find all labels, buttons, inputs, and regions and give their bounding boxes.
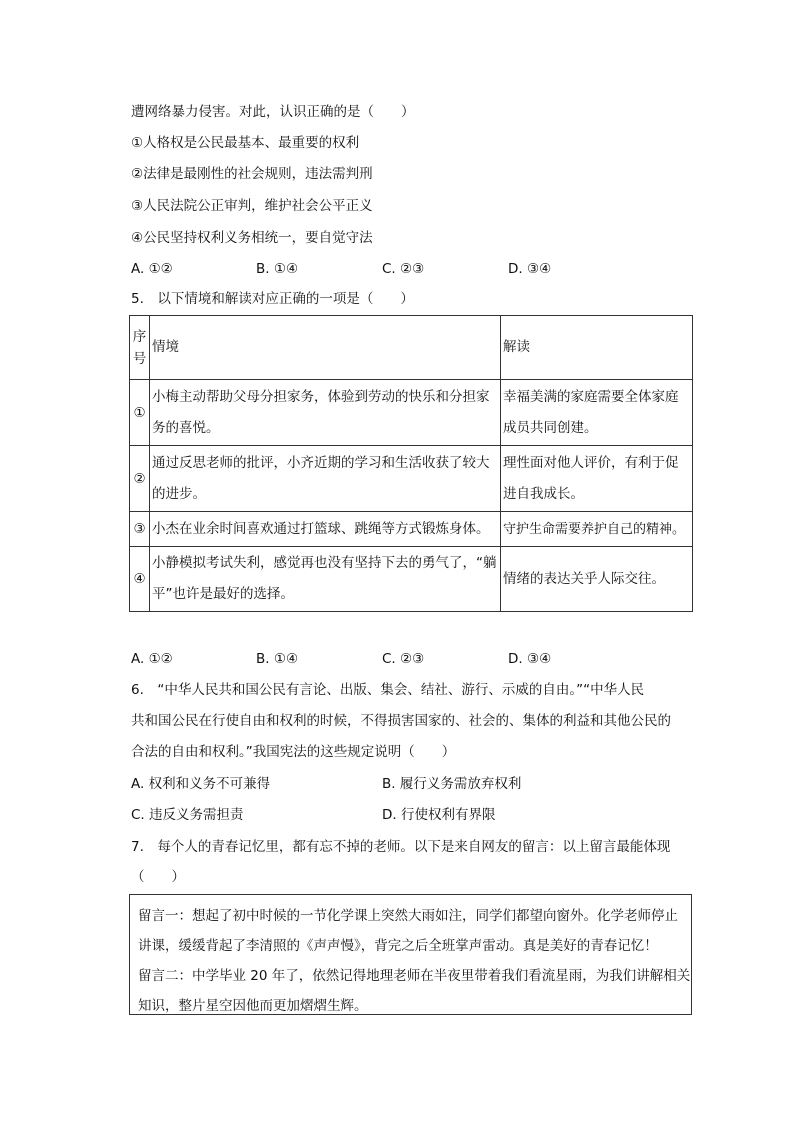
q5-row3-scene: 小杰在业余时间喜欢通过打篮球、跳绳等方式锻炼身体。 <box>150 512 501 547</box>
q6-options-row1 <box>131 774 731 794</box>
q4-item-1: ①人格权是公民最基本、最重要的权利 <box>131 135 360 151</box>
q5-row2-num: ② <box>130 446 150 512</box>
q5-row4-scene: 小静模拟考试失利，感觉再也没有坚持下去的勇气了，“躺平”也许是最好的选择。 <box>150 547 501 612</box>
q5-option-a: A. ①② <box>131 651 173 667</box>
q5-table <box>129 315 693 612</box>
q4-item-3: ③人民法院公正审判，维护社会公平正义 <box>131 198 373 214</box>
q7-line-2: （ ） <box>131 869 185 885</box>
q5-row4-interp: 情绪的表达关乎人际交往。 <box>501 547 693 612</box>
q5-header-scene: 情境 <box>150 316 501 380</box>
q7-box-line-4: 知识，整片星空因他而更加熠熠生辉。 <box>138 998 368 1014</box>
q6-option-c: C. 违反义务需担责 <box>131 807 244 823</box>
q5-row2-interp: 理性面对他人评价，有利于促进自我成长。 <box>501 446 693 512</box>
q4-item-4: ④公民坚持权利义务相统一，要自觉守法 <box>131 230 373 246</box>
q5-options <box>131 649 731 669</box>
table-row <box>130 380 693 446</box>
q4-item-2: ②法律是最刚性的社会规则，违法需判刑 <box>131 166 373 182</box>
q5-header-row <box>130 316 693 380</box>
q6-line-2: 共和国公民在行使自由和权利的时候，不得损害国家的、社会的、集体的利益和其他公民的 <box>131 713 671 729</box>
q5-row3-interp: 守护生命需要养护自己的精神。 <box>501 512 693 547</box>
q5-row1-num: ① <box>130 380 150 446</box>
q5-header-interp: 解读 <box>501 316 693 380</box>
q7-box-line-3: 留言二：中学毕业 20 年了，依然记得地理老师在半夜里带着我们看流星雨，为我们讲解相关 <box>138 968 691 984</box>
q6-options-row2 <box>131 805 731 825</box>
q5-option-b: B. ①④ <box>256 651 299 667</box>
q5-header-num: 序号 <box>130 316 150 380</box>
q6-option-b: B. 履行义务需放弃权利 <box>382 776 522 792</box>
q5-option-c: C. ②③ <box>382 651 425 667</box>
q4-options <box>131 259 731 279</box>
q5-row2-scene: 通过反思老师的批评，小齐近期的学习和生活收获了较大的进步。 <box>150 446 501 512</box>
q5-row3-num: ③ <box>130 512 150 547</box>
q4-option-d: D. ③④ <box>508 261 552 277</box>
q6-option-d: D. 行使权利有界限 <box>382 807 496 823</box>
q5-row4-num: ④ <box>130 547 150 612</box>
q6-line-1: 6. “中华人民共和国公民有言论、出版、集会、结社、游行、示威的自由。”“中华人民 <box>131 682 645 698</box>
q5-stem: 5. 以下情境和解读对应正确的一项是（ ） <box>131 291 414 307</box>
q7-message-box <box>129 894 692 1015</box>
q6-line-3: 合法的自由和权利。”我国宪法的这些规定说明（ ） <box>131 744 456 760</box>
q6-option-a: A. 权利和义务不可兼得 <box>131 776 271 792</box>
q4-option-b: B. ①④ <box>256 261 299 277</box>
q5-option-d: D. ③④ <box>508 651 552 667</box>
q5-row1-scene: 小梅主动帮助父母分担家务，体验到劳动的快乐和分担家务的喜悦。 <box>150 380 501 446</box>
q7-line-1: 7. 每个人的青春记忆里，都有忘不掉的老师。以下是来自网友的留言：以上留言最能体现 <box>131 839 671 855</box>
q7-box-line-2: 讲课，缓缓背起了李清照的《声声慢》，背完之后全班掌声雷动。真是美好的青春记忆！ <box>138 938 658 954</box>
q5-row1-interp: 幸福美满的家庭需要全体家庭成员共同创建。 <box>501 380 693 446</box>
q4-option-a: A. ①② <box>131 261 173 277</box>
table-row <box>130 547 693 612</box>
q4-stem-tail: 遭网络暴力侵害。对此，认识正确的是（ ） <box>131 104 415 120</box>
q4-option-c: C. ②③ <box>382 261 425 277</box>
table-row <box>130 512 693 547</box>
q7-box-line-1: 留言一：想起了初中时候的一节化学课上突然大雨如注，同学们都望向窗外。化学老师停止 <box>138 908 678 924</box>
table-row <box>130 446 693 512</box>
